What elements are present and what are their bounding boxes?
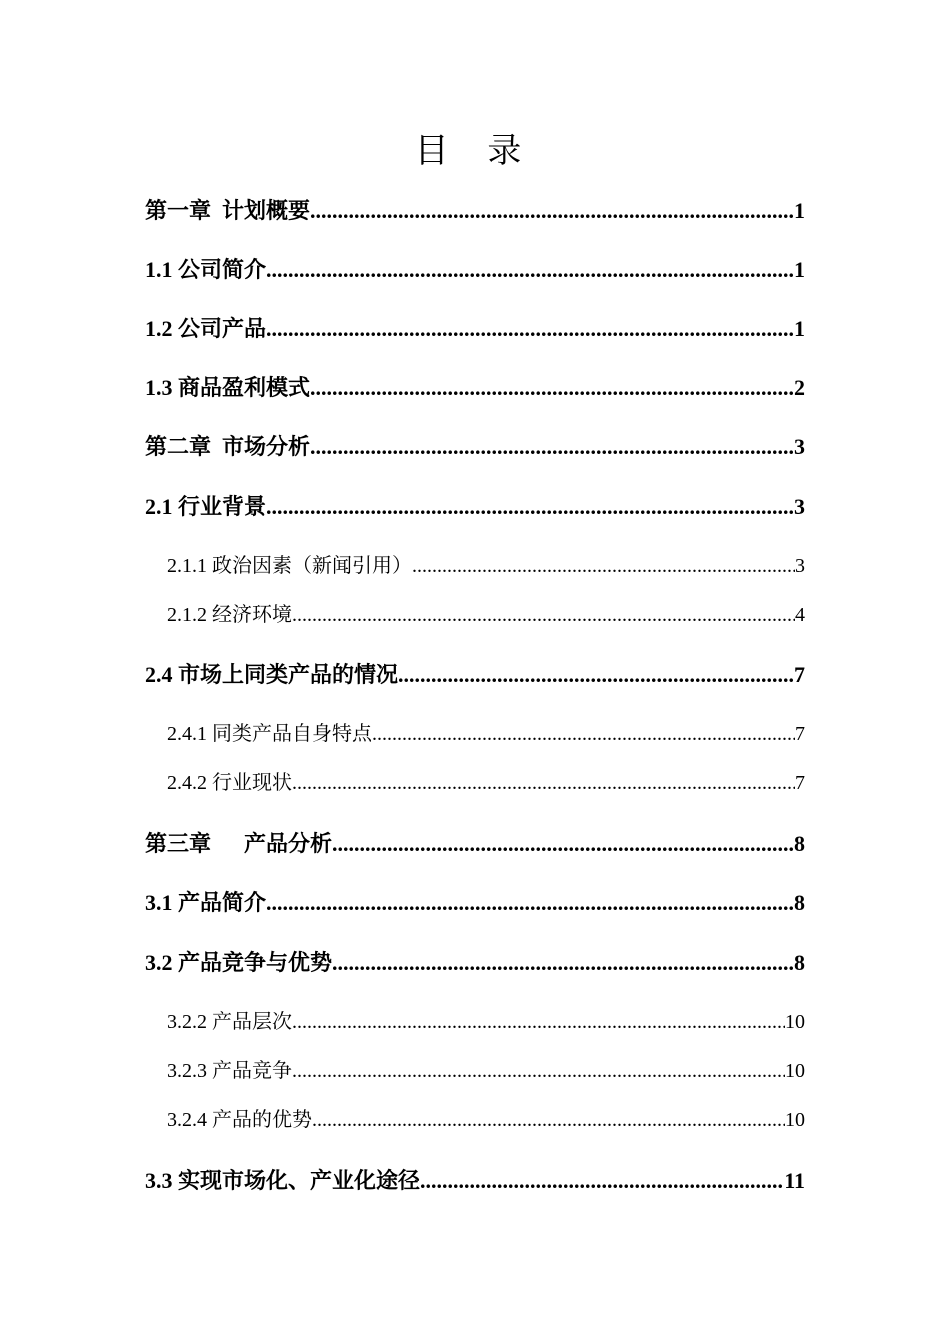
toc-entry[interactable] [145, 1166, 805, 1196]
toc-dot-leader [332, 948, 794, 978]
toc-dot-leader [266, 492, 794, 522]
toc-dot-leader [292, 1057, 785, 1085]
toc-dot-leader [292, 769, 795, 797]
toc-entry[interactable] [145, 492, 805, 522]
toc-entry[interactable] [145, 196, 805, 226]
toc-entry-page: 7 [795, 723, 805, 745]
toc-entry-label: 1.3 商品盈利模式 [145, 375, 311, 400]
toc-entry-label: 2.1.1 政治因素（新闻引用） [167, 555, 412, 577]
toc-entry-page: 3 [794, 494, 805, 519]
toc-entry-label: 第三章 产品分析 [145, 831, 333, 856]
toc-entry-label: 1.1 公司简介 [145, 257, 267, 282]
toc-entry-label: 1.2 公司产品 [145, 316, 267, 341]
toc-dot-leader [398, 660, 794, 690]
toc-entry[interactable] [167, 1008, 805, 1036]
toc-entry[interactable] [145, 888, 805, 918]
toc-entry-page: 1 [794, 198, 805, 223]
toc-entry-page: 10 [785, 1060, 805, 1082]
toc-entry-label: 3.3 实现市场化、产业化途径 [145, 1168, 421, 1193]
toc-dot-leader [332, 829, 794, 859]
toc-entry[interactable] [145, 432, 805, 462]
toc-entry[interactable] [167, 769, 805, 797]
toc-entry-label: 2.4.2 行业现状 [167, 772, 292, 794]
toc-dot-leader [292, 601, 795, 629]
toc-dot-leader [292, 1008, 785, 1036]
toc-entry-page: 11 [784, 1168, 805, 1193]
toc-entry-label: 3.1 产品简介 [145, 890, 267, 915]
toc-entry-page: 1 [794, 316, 805, 341]
toc-entry[interactable] [167, 720, 805, 748]
toc-entry[interactable] [167, 1106, 805, 1134]
toc-entry-page: 8 [794, 890, 805, 915]
toc-entry-page: 3 [794, 434, 805, 459]
toc-entry-page: 2 [794, 375, 805, 400]
toc-entry-label: 2.4 市场上同类产品的情况 [145, 662, 399, 687]
toc-entry-page: 3 [795, 555, 805, 577]
toc-entry-label: 3.2.2 产品层次 [167, 1011, 292, 1033]
toc-dot-leader [266, 314, 794, 344]
toc-entry-label: 2.1 行业背景 [145, 494, 267, 519]
toc-entry-page: 10 [785, 1109, 805, 1131]
toc-entry[interactable] [145, 314, 805, 344]
toc-dot-leader [420, 1166, 784, 1196]
toc-dot-leader [310, 432, 794, 462]
toc-entry[interactable] [145, 255, 805, 285]
toc-entry[interactable] [167, 1057, 805, 1085]
toc-entry-label: 3.2.4 产品的优势 [167, 1109, 312, 1131]
toc-dot-leader [266, 255, 794, 285]
toc-dot-leader [310, 373, 794, 403]
toc-dot-leader [372, 720, 795, 748]
toc-entry-page: 8 [794, 831, 805, 856]
toc-entry-page: 1 [794, 257, 805, 282]
toc-dot-leader [266, 888, 794, 918]
toc-dot-leader [312, 1106, 785, 1134]
toc-dot-leader [310, 196, 794, 226]
toc-entry-label: 第二章 市场分析 [145, 434, 311, 459]
toc-entry-page: 4 [795, 604, 805, 626]
toc-entry-page: 8 [794, 950, 805, 975]
toc-entry-page: 7 [795, 772, 805, 794]
toc-entry[interactable] [145, 373, 805, 403]
toc-entry-label: 2.4.1 同类产品自身特点 [167, 723, 372, 745]
toc-title: 目 录 [414, 131, 536, 171]
toc-entry[interactable] [167, 601, 805, 629]
toc-entry[interactable] [167, 552, 805, 580]
toc-entry-label: 第一章 计划概要 [145, 198, 311, 223]
toc-entry[interactable] [145, 660, 805, 690]
toc-entry[interactable] [145, 948, 805, 978]
toc-entry-page: 10 [785, 1011, 805, 1033]
toc-dot-leader [412, 552, 795, 580]
toc-entry-label: 3.2.3 产品竞争 [167, 1060, 292, 1082]
toc-entry-label: 3.2 产品竞争与优势 [145, 950, 333, 975]
toc-entry-page: 7 [794, 662, 805, 687]
toc-entry-label: 2.1.2 经济环境 [167, 604, 292, 626]
toc-entry[interactable] [145, 829, 805, 859]
